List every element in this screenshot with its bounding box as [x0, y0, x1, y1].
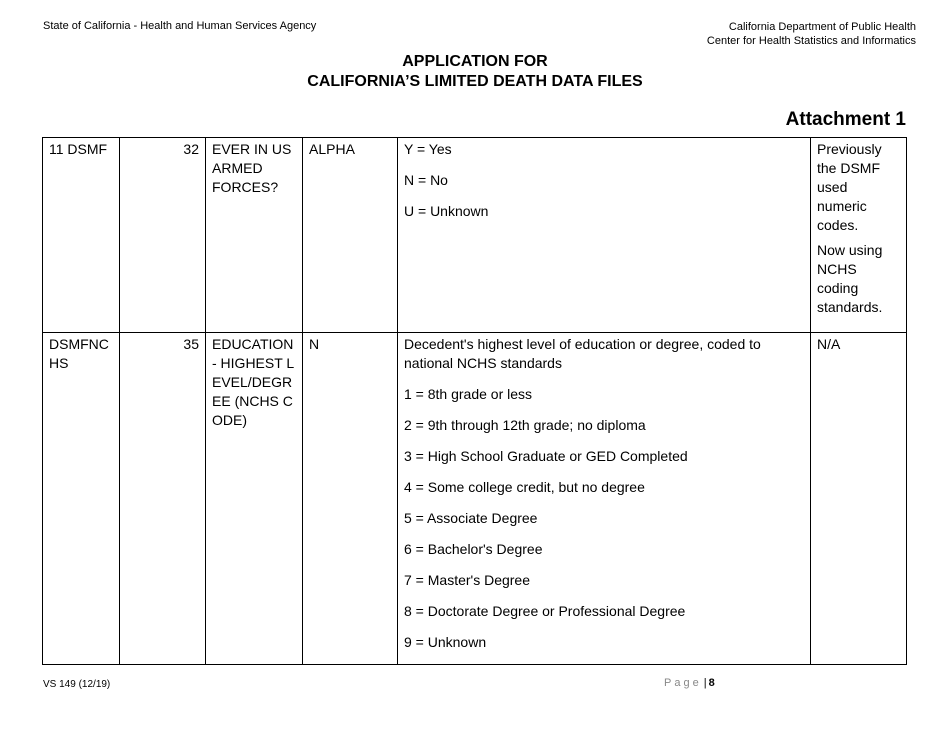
description-cell	[398, 333, 811, 665]
source-text: DSMFNCHS	[49, 336, 109, 371]
table-row	[43, 333, 907, 665]
description-line: Decedent's highest level of education or degree, coded to national NCHS standards	[404, 336, 761, 371]
page-separator: |	[703, 677, 707, 689]
description-line: 9 = Unknown	[404, 634, 487, 650]
description-cell	[398, 138, 811, 333]
department-header	[707, 20, 916, 48]
description-line: 8 = Doctorate Degree or Professional Degree	[404, 603, 686, 619]
field-name-text: EDUCATION - HIGHEST LEVEL/DEGREE (NCHS CODE)	[212, 336, 295, 428]
source-cell	[43, 333, 120, 665]
type-cell: N	[303, 333, 398, 665]
description-line: N = No	[404, 172, 448, 188]
center-name: Center for Health Statistics and Informatics	[706, 35, 916, 47]
title-line-2: CALIFORNIA’S LIMITED DEATH DATA FILES	[307, 73, 643, 90]
description-line: 3 = High School Graduate or GED Completed	[404, 448, 688, 464]
description-line: 6 = Bachelor's Degree	[404, 541, 543, 557]
attachment-label: Attachment 1	[785, 109, 906, 130]
table-row	[43, 138, 907, 333]
description-line: 1 = 8th grade or less	[404, 386, 533, 402]
description-line: 2 = 9th through 12th grade; no diploma	[404, 417, 646, 433]
note-line: Previously the DSMF used numeric codes.	[817, 141, 882, 233]
data-dictionary-table	[42, 137, 907, 665]
page-title	[0, 52, 950, 92]
notes-cell	[811, 333, 907, 665]
title-line-1: APPLICATION FOR	[402, 53, 548, 70]
note-line: Now using NCHS coding standards.	[817, 242, 883, 315]
department-name: California Department of Public Health	[728, 21, 916, 33]
position-cell: 35	[120, 333, 206, 665]
position-cell: 32	[120, 138, 206, 333]
field-name-cell: EVER IN US ARMED FORCES?	[206, 138, 303, 333]
page-indicator	[664, 677, 715, 689]
page-label: Page	[664, 677, 702, 689]
description-line: 7 = Master's Degree	[404, 572, 531, 588]
note-line: N/A	[817, 336, 841, 352]
agency-header: State of California - Health and Human Services Agency	[43, 20, 317, 32]
type-cell: ALPHA	[303, 138, 398, 333]
page-number: 8	[708, 677, 715, 689]
notes-cell	[811, 138, 907, 333]
source-cell: 11 DSMF	[43, 138, 120, 333]
form-id: VS 149 (12/19)	[43, 679, 111, 690]
description-line: Y = Yes	[404, 141, 452, 157]
description-line: 4 = Some college credit, but no degree	[404, 479, 645, 495]
field-name-cell	[206, 333, 303, 665]
description-line: U = Unknown	[404, 203, 489, 219]
description-line: 5 = Associate Degree	[404, 510, 538, 526]
